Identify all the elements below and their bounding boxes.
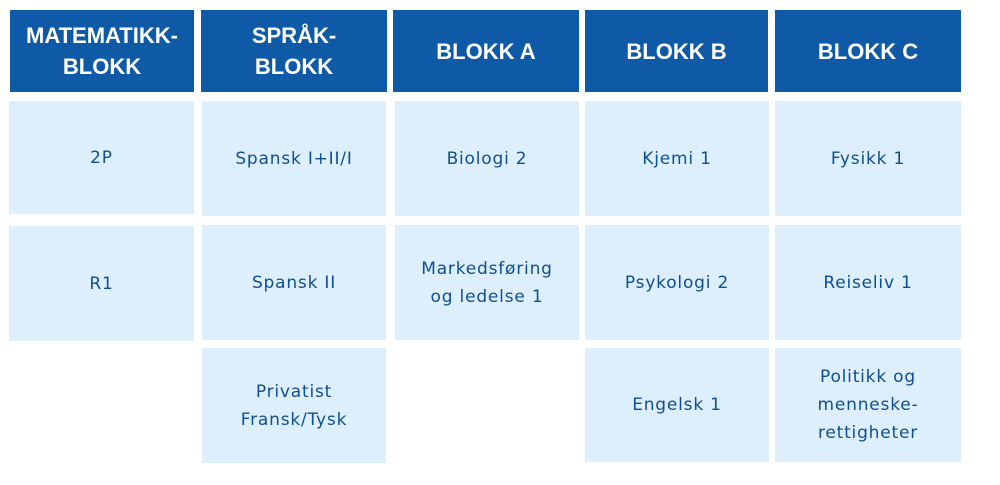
course-label: Biologi 2 bbox=[446, 148, 528, 169]
header-label: BLOKK B bbox=[626, 38, 727, 64]
course-label: Spansk I+II/I bbox=[235, 148, 353, 169]
course-label: Reiseliv 1 bbox=[823, 272, 913, 293]
cell-matematikk-2 bbox=[9, 226, 194, 341]
course-label: Politikk og menneske- rettigheter bbox=[817, 367, 919, 443]
header-label: MATEMATIKK- BLOKK bbox=[26, 23, 178, 79]
course-label: Kjemi 1 bbox=[642, 148, 712, 169]
cell-blokk-c-2 bbox=[775, 225, 961, 340]
course-label: Fysikk 1 bbox=[830, 148, 906, 169]
cell-blokk-b-1 bbox=[585, 101, 769, 216]
cell-blokk-b-2 bbox=[585, 225, 769, 340]
header-label: BLOKK A bbox=[436, 38, 536, 64]
course-label: Markedsføring og ledelse 1 bbox=[421, 258, 553, 307]
cell-sprak-2 bbox=[202, 225, 386, 340]
header-label: BLOKK C bbox=[817, 38, 919, 64]
cell-matematikk-1 bbox=[9, 101, 194, 214]
course-label: 2P bbox=[90, 147, 113, 168]
header-matematikk-blokk bbox=[10, 10, 194, 92]
cell-blokk-a-2 bbox=[395, 225, 579, 340]
header-sprak-blokk bbox=[201, 10, 387, 92]
course-label: Engelsk 1 bbox=[632, 395, 722, 415]
header-blokk-a bbox=[393, 10, 579, 92]
course-label: Spansk II bbox=[251, 272, 337, 293]
course-label: Psykologi 2 bbox=[624, 272, 730, 293]
cell-sprak-3 bbox=[202, 348, 386, 463]
cell-blokk-c-3 bbox=[775, 348, 961, 462]
header-label: SPRÅK- BLOKK bbox=[251, 23, 337, 79]
header-blokk-c bbox=[775, 10, 961, 92]
cell-sprak-1 bbox=[202, 101, 386, 216]
cell-blokk-a-1 bbox=[395, 101, 579, 216]
cell-blokk-c-1 bbox=[775, 101, 961, 216]
course-label: Privatist Fransk/Tysk bbox=[240, 381, 348, 430]
cell-blokk-b-3 bbox=[585, 348, 769, 462]
course-label: R1 bbox=[89, 273, 114, 294]
header-blokk-b bbox=[585, 10, 768, 92]
